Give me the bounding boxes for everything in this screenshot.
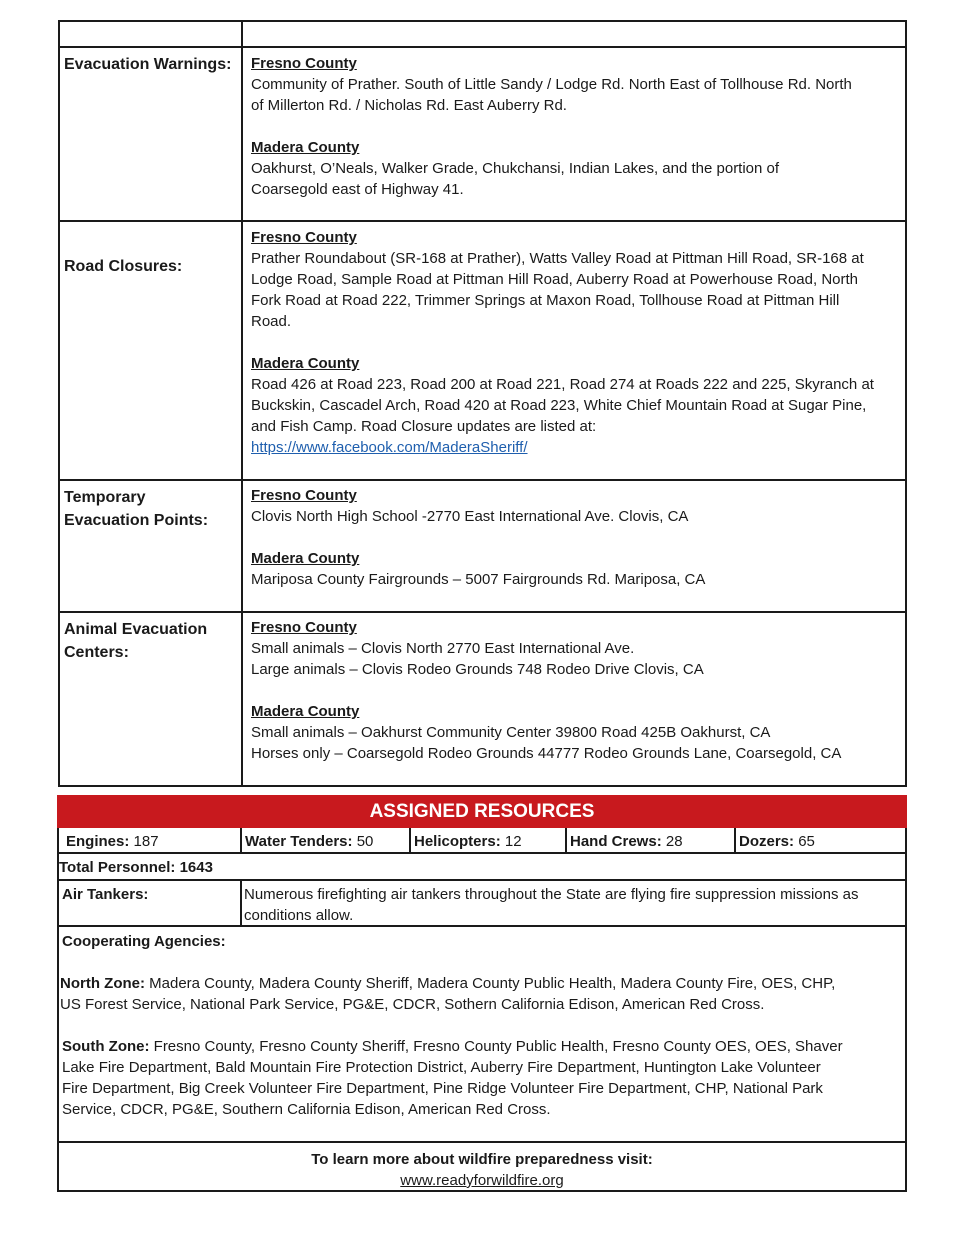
- south-zone-label: South Zone:: [62, 1038, 150, 1055]
- evacuation-warnings-content: [251, 53, 896, 200]
- row-divider: [58, 46, 907, 48]
- county-heading: Madera County: [251, 139, 360, 156]
- row-divider: [58, 611, 907, 613]
- label-line: Animal Evacuation: [64, 621, 208, 638]
- learn-more-section: [57, 1149, 907, 1191]
- county-heading: Madera County: [251, 550, 360, 567]
- assigned-resources-header: ASSIGNED RESOURCES: [57, 795, 907, 828]
- row-divider: [57, 879, 907, 881]
- text-line: Prather Roundabout (SR-168 at Prather), Watts Valley Road at Pittman Hill Road, SR-168 at: [251, 250, 864, 267]
- north-zone-agencies: [60, 973, 905, 1015]
- resource-value: 187: [133, 833, 159, 850]
- text-line: Mariposa County Fairgrounds – 5007 Fairgrounds Rd. Mariposa, CA: [251, 571, 706, 588]
- south-zone-agencies: [62, 1036, 905, 1120]
- text-fragment: Fresno County, Fresno County Sheriff, Fresno County Public Health, Fresno County OES, OES, Shaver: [149, 1038, 843, 1055]
- info-table-column-divider: [241, 20, 243, 787]
- text-line: and Fish Camp. Road Closure updates are listed at:: [251, 418, 597, 435]
- county-heading: Madera County: [251, 703, 360, 720]
- hand-crews-count: [564, 831, 683, 852]
- county-heading: Madera County: [251, 355, 360, 372]
- text-line: Horses only – Coarsegold Rodeo Grounds 44777 Rodeo Grounds Lane, Coarsegold, CA: [251, 745, 842, 762]
- temporary-evacuation-points-content: [251, 485, 896, 590]
- row-divider: [58, 220, 907, 222]
- text-line: Fork Road at Road 222, Trimmer Springs at Maxon Road, Tollhouse Road at Pittman Hill: [251, 292, 840, 309]
- air-tankers-label-text: Air Tankers:: [62, 886, 149, 903]
- text-line: Oakhurst, O’Neals, Walker Grade, Chukchansi, Indian Lakes, and the portion of: [251, 160, 780, 177]
- resource-label: Helicopters:: [414, 833, 501, 850]
- road-closures-content: [251, 227, 896, 458]
- text-line: Road.: [251, 313, 292, 330]
- learn-more-text: To learn more about wildfire preparedness visit:: [311, 1151, 653, 1168]
- resource-label: Hand Crews:: [570, 833, 662, 850]
- total-personnel: [53, 857, 213, 878]
- text-line: Road 426 at Road 223, Road 200 at Road 221, Road 274 at Roads 222 and 225, Skyranch at: [251, 376, 874, 393]
- county-block: [251, 548, 896, 590]
- row-divider: [57, 852, 907, 854]
- county-block: [251, 485, 896, 527]
- resource-label: Dozers:: [739, 833, 795, 850]
- animal-evacuation-centers-label: [64, 618, 207, 664]
- text-line: Community of Prather. South of Little Sandy / Lodge Rd. North East of Tollhouse Rd. North: [251, 76, 852, 93]
- text-line: Numerous firefighting air tankers throughout the State are flying fire suppression missions as: [244, 886, 859, 903]
- county-heading: Fresno County: [251, 487, 357, 504]
- text-line: Clovis North High School -2770 East International Ave. Clovis, CA: [251, 508, 689, 525]
- text-line: of Millerton Rd. / Nicholas Rd. East Auberry Rd.: [251, 97, 567, 114]
- resource-value: 28: [665, 833, 683, 850]
- madera-sheriff-facebook-link[interactable]: https://www.facebook.com/MaderaSheriff/: [251, 439, 528, 456]
- text-line: Buckskin, Cascadel Arch, Road 420 at Road 223, White Chief Mountain Road at Sugar Pine,: [251, 397, 867, 414]
- text-line: Lodge Road, Sample Road at Pittman Hill Road, Auberry Road at Powerhouse Road, North: [251, 271, 859, 288]
- cooperating-agencies-label: [56, 931, 226, 952]
- label-line: Evacuation Points:: [64, 512, 209, 529]
- text-line: Small animals – Clovis North 2770 East International Ave.: [251, 640, 635, 657]
- air-tankers-description: [244, 884, 904, 926]
- text-line: Fire Department, Big Creek Volunteer Fire Department, Pine Ridge Volunteer Fire Department, CHP, National Park: [62, 1080, 823, 1097]
- total-personnel-text: Total Personnel: 1643: [59, 859, 213, 876]
- text-line: Coarsegold east of Highway 41.: [251, 181, 464, 198]
- ready-for-wildfire-link[interactable]: www.readyforwildfire.org: [400, 1172, 564, 1189]
- county-heading: Fresno County: [251, 229, 357, 246]
- text-line: US Forest Service, National Park Service, PG&E, CDCR, Sothern California Edison, American Red Cross.: [60, 996, 765, 1013]
- cell-divider: [240, 880, 242, 926]
- resource-value: 65: [798, 833, 815, 850]
- text-line: Large animals – Clovis Rodeo Grounds 748 Rodeo Drive Clovis, CA: [251, 661, 704, 678]
- county-block: [251, 53, 896, 116]
- county-block: [251, 701, 896, 764]
- row-divider: [57, 1141, 907, 1143]
- county-block: [251, 617, 896, 680]
- text-fragment: Madera County, Madera County Sheriff, Madera County Public Health, Madera County Fire, OES, CHP,: [144, 975, 836, 992]
- resource-label: Water Tenders:: [245, 833, 353, 850]
- resource-value: 12: [504, 833, 522, 850]
- animal-evacuation-centers-content: [251, 617, 896, 764]
- helicopters-count: [408, 831, 522, 852]
- cooperating-agencies-label-text: Cooperating Agencies:: [62, 933, 226, 950]
- county-heading: Fresno County: [251, 55, 357, 72]
- resource-label: Engines:: [66, 833, 130, 850]
- evacuation-warnings-label: Evacuation Warnings:: [64, 56, 232, 73]
- county-block: [251, 227, 896, 332]
- temporary-evacuation-points-label: [64, 486, 208, 532]
- text-line: Service, CDCR, PG&E, Southern California Edison, American Red Cross.: [62, 1101, 551, 1118]
- text-line: conditions allow.: [244, 907, 354, 924]
- text-line: [62, 1036, 905, 1057]
- county-block: [251, 137, 896, 200]
- dozers-count: [733, 831, 815, 852]
- label-line: Temporary: [64, 489, 146, 506]
- text-line: Lake Fire Department, Bald Mountain Fire Protection District, Auberry Fire Department, Huntington Lake Volunteer: [62, 1059, 821, 1076]
- engines-count: [60, 831, 159, 852]
- resource-value: 50: [356, 833, 374, 850]
- row-divider: [58, 479, 907, 481]
- text-line: [60, 973, 905, 994]
- county-heading: Fresno County: [251, 619, 357, 636]
- water-tenders-count: [239, 831, 373, 852]
- county-block: [251, 353, 896, 458]
- road-closures-label: Road Closures:: [64, 258, 183, 275]
- text-line: Small animals – Oakhurst Community Center 39800 Road 425B Oakhurst, CA: [251, 724, 771, 741]
- north-zone-label: North Zone:: [60, 975, 145, 992]
- label-line: Centers:: [64, 644, 129, 661]
- air-tankers-label: [56, 884, 148, 905]
